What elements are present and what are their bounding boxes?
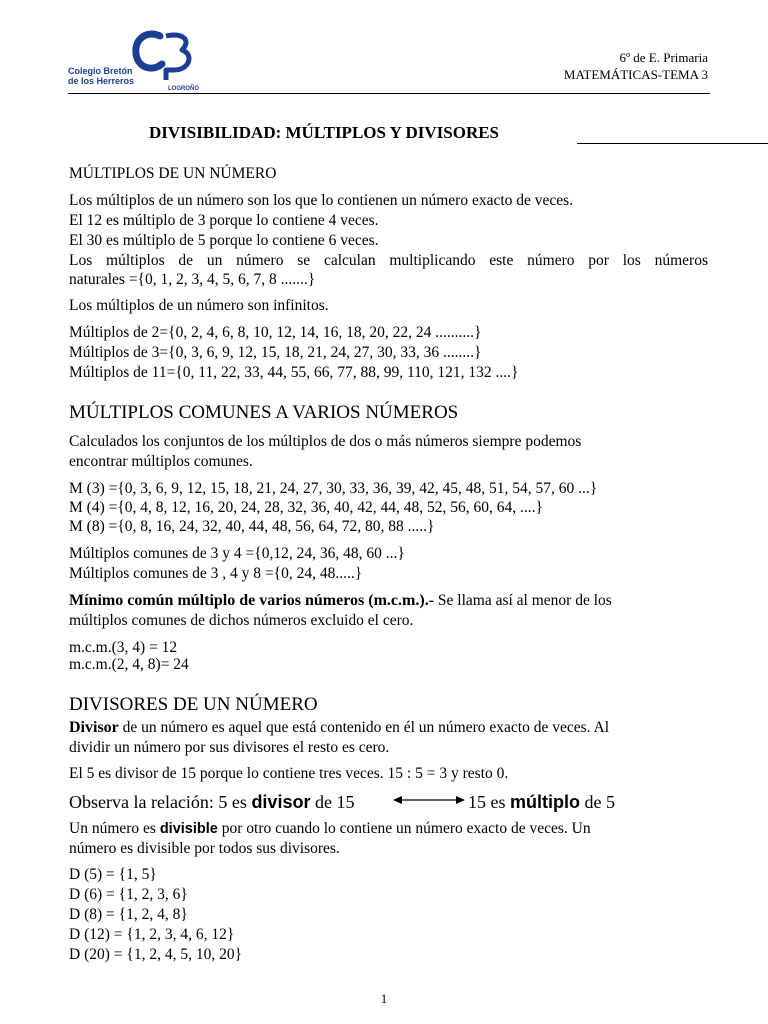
multiplos-example: Múltiplos de 2={0, 2, 4, 6, 8, 10, 12, 14, 16, 18, 20, 22, 24 ..........} [69, 324, 482, 341]
double-arrow-icon [393, 793, 465, 807]
divisor-set: D (8) = {1, 2, 4, 8} [69, 906, 188, 923]
mcm-definition-line1 [69, 592, 612, 610]
page-number: 1 [380, 991, 388, 1006]
header-grade: 6º de E. Primaria [619, 50, 708, 65]
school-name-line2: de los Herreros [68, 76, 135, 86]
mcm-example: m.c.m.(2, 4, 8)= 24 [69, 656, 189, 673]
multiples-set: M (4) ={0, 4, 8, 12, 16, 20, 24, 28, 32, 36, 40, 42, 44, 48, 52, 56, 60, 64, ....} [69, 499, 543, 516]
common-multiples: Múltiplos comunes de 3 , 4 y 8 ={0, 24, 48.....} [69, 565, 363, 582]
multiplos-calc-line2: naturales ={0, 1, 2, 3, 4, 5, 6, 7, 8 .......} [69, 271, 316, 288]
multiplos-infinite: Los múltiplos de un número son infinitos. [69, 297, 329, 314]
relation-text-b: de 15 [310, 792, 355, 812]
common-multiples: Múltiplos comunes de 3 y 4 ={0,12, 24, 36, 48, 60 ...} [69, 545, 405, 562]
divisor-example: El 5 es divisor de 15 porque lo contiene tres veces. 15 : 5 = 3 y resto 0. [69, 765, 509, 782]
divisible-definition-line1 [69, 820, 591, 838]
relation-line-right [468, 792, 615, 813]
relation-multiplo-term: múltiplo [510, 792, 580, 812]
school-location: LOGROÑO [168, 86, 199, 92]
comunes-intro-line2: encontrar múltiplos comunes. [69, 453, 253, 470]
multiples-set: M (8) ={0, 8, 16, 24, 32, 40, 44, 48, 56, 64, 72, 80, 88 .....} [69, 518, 435, 535]
comunes-intro-line1: Calculados los conjuntos de los múltiplos de dos o más números siempre podemos [69, 433, 582, 450]
relation-text-c: 15 es [468, 792, 510, 812]
multiplos-intro-line: Los múltiplos de un número son los que lo contienen un número exacto de veces. [69, 192, 574, 209]
divisor-set: D (6) = {1, 2, 3, 6} [69, 886, 188, 903]
divisible-text-a: Un número es [69, 820, 160, 837]
school-name-line1: Colegio Bretón [68, 66, 133, 76]
section-heading-comunes: MÚLTIPLOS COMUNES A VARIOS NÚMEROS [69, 402, 459, 423]
title-underline [577, 143, 768, 144]
header-subject: MATEMÁTICAS-TEMA 3 [563, 67, 708, 82]
multiplos-example: Múltiplos de 3={0, 3, 6, 9, 12, 15, 18, 21, 24, 27, 30, 33, 36 ........} [69, 344, 482, 361]
divisor-set: D (12) = {1, 2, 3, 4, 6, 12} [69, 926, 235, 943]
multiplos-calc-line1: Los múltiplos de un número se calculan multiplicando este número por los números [69, 252, 708, 269]
page-title: DIVISIBILIDAD: MÚLTIPLOS Y DIVISORES [149, 123, 500, 142]
divisor-term: Divisor [69, 719, 119, 736]
mcm-term: Mínimo común múltiplo de varios números (m.c.m.).- [69, 592, 435, 609]
header-divider [68, 93, 710, 94]
section-heading-multiplos: MÚLTIPLOS DE UN NÚMERO [69, 165, 277, 182]
divisor-set: D (5) = {1, 5} [69, 866, 157, 883]
multiplos-intro-line: El 12 es múltiplo de 3 porque lo contiene 4 veces. [69, 212, 379, 229]
school-logo [68, 30, 203, 94]
divisor-definition-line1 [69, 719, 609, 737]
divisor-definition-line2: dividir un número por sus divisores el resto es cero. [69, 739, 390, 756]
mcm-definition-text: Se llama así al menor de los [434, 592, 612, 609]
multiples-set: M (3) ={0, 3, 6, 9, 12, 15, 18, 21, 24, 27, 30, 33, 36, 39, 42, 45, 48, 51, 54, 57, 60 ...} [69, 480, 598, 497]
relation-text-d: de 5 [580, 792, 615, 812]
section-heading-divisores: DIVISORES DE UN NÚMERO [69, 694, 318, 715]
mcm-definition-line2: múltiplos comunes de dichos números excluido el cero. [69, 612, 414, 629]
relation-line [69, 792, 354, 813]
divisible-term: divisible [159, 821, 218, 837]
divisor-set: D (20) = {1, 2, 4, 5, 10, 20} [69, 946, 243, 963]
relation-divisor-term: divisor [251, 792, 311, 812]
cb-monogram-icon [130, 30, 196, 82]
multiplos-intro-line: El 30 es múltiplo de 5 porque lo contiene 6 veces. [69, 232, 379, 249]
divisible-definition-line2: número es divisible por todos sus divisores. [69, 840, 340, 857]
divisor-definition-text: de un número es aquel que está contenido en él un número exacto de veces. Al [118, 719, 610, 736]
relation-text-a: Observa la relación: 5 es [69, 792, 252, 812]
multiplos-example: Múltiplos de 11={0, 11, 22, 33, 44, 55, 66, 77, 88, 99, 110, 121, 132 ....} [69, 364, 519, 381]
divisible-text-b: por otro cuando lo contiene un número exacto de veces. Un [217, 820, 591, 837]
mcm-example: m.c.m.(3, 4) = 12 [69, 639, 178, 656]
